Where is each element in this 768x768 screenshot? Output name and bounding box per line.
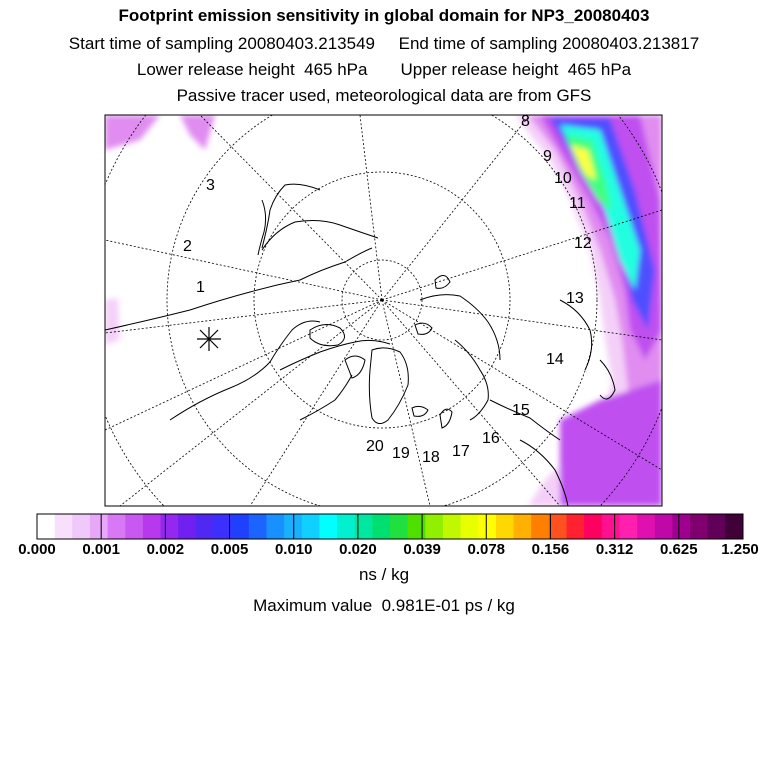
colorbar-cell: [725, 514, 743, 539]
traj-label-17: 17: [452, 443, 470, 460]
traj-label-3: 3: [206, 177, 215, 194]
colorbar-cell: [319, 514, 337, 539]
traj-label-14: 14: [546, 351, 564, 368]
colorbar-cell: [637, 514, 655, 539]
colorbar-cell: [55, 514, 73, 539]
colorbar-cell: [249, 514, 267, 539]
colorbar-tick-label: 0.005: [210, 541, 249, 558]
traj-label-20: 20: [366, 438, 384, 455]
colorbar-cell: [390, 514, 408, 539]
colorbar-cell: [231, 514, 249, 539]
colorbar-labels: [18, 541, 759, 558]
colorbar-cell: [161, 514, 179, 539]
colorbar-tick-label: 0.078: [467, 541, 506, 558]
colorbar-cell: [478, 514, 496, 539]
traj-label-8: 8: [521, 113, 530, 130]
colorbar-tick-label: 0.002: [146, 541, 185, 558]
colorbar-tick-label: 0.001: [82, 541, 120, 558]
colorbar-cell: [567, 514, 585, 539]
traj-label-9: 9: [543, 148, 552, 165]
colorbar-cells: [37, 514, 744, 539]
colorbar-cell: [90, 514, 108, 539]
colorbar-cell: [372, 514, 390, 539]
colorbar-tick-label: 0.625: [660, 541, 698, 558]
colorbar-cell: [514, 514, 532, 539]
sampling-times: Start time of sampling 20080403.213549 End time of sampling 20080403.213817: [68, 34, 700, 53]
maximum-value: Maximum value 0.981E-01 ps / kg: [253, 596, 515, 615]
release-heights: Lower release height 465 hPa Upper release height 465 hPa: [136, 60, 632, 79]
colorbar-cell: [108, 514, 126, 539]
traj-label-10: 10: [554, 170, 572, 187]
colorbar-cell: [425, 514, 443, 539]
colorbar-cell: [72, 514, 90, 539]
colorbar-tick-label: 1.250: [721, 541, 759, 558]
colorbar-cell: [266, 514, 284, 539]
colorbar-cell: [584, 514, 602, 539]
colorbar-unit: ns / kg: [358, 565, 410, 584]
colorbar-tick-label: 0.312: [595, 541, 634, 558]
colorbar-cell: [655, 514, 673, 539]
colorbar-cell: [443, 514, 461, 539]
colorbar-cell: [125, 514, 143, 539]
tracer-info: Passive tracer used, meteorological data are from GFS: [176, 86, 592, 105]
colorbar-cell: [408, 514, 426, 539]
colorbar-cell: [196, 514, 214, 539]
colorbar-tick-label: 0.039: [403, 541, 441, 558]
colorbar-cell: [37, 514, 55, 539]
colorbar-cell: [531, 514, 549, 539]
colorbar-cell: [214, 514, 232, 539]
colorbar-cell: [284, 514, 302, 539]
traj-label-13: 13: [566, 290, 584, 307]
traj-label-1: 1: [196, 279, 205, 296]
traj-label-15: 15: [512, 402, 530, 419]
traj-label-18: 18: [422, 449, 440, 466]
map-title: Footprint emission sensitivity in global domain for NP3_20080403: [118, 6, 650, 25]
traj-label-12: 12: [574, 235, 592, 252]
colorbar-cell: [708, 514, 726, 539]
traj-label-2: 2: [183, 238, 192, 255]
colorbar-tick-label: 0.000: [18, 541, 56, 558]
colorbar-cell: [549, 514, 567, 539]
colorbar-cell: [143, 514, 161, 539]
colorbar-cell: [337, 514, 355, 539]
colorbar-tick-label: 0.156: [531, 541, 570, 558]
colorbar-cell: [302, 514, 320, 539]
colorbar-cell: [672, 514, 690, 539]
colorbar-cell: [461, 514, 479, 539]
colorbar-cell: [619, 514, 637, 539]
traj-label-11: 11: [569, 195, 586, 212]
colorbar-tick-label: 0.020: [339, 541, 377, 558]
colorbar-cell: [178, 514, 196, 539]
traj-label-19: 19: [392, 445, 410, 462]
colorbar-cell: [602, 514, 620, 539]
traj-label-16: 16: [482, 430, 500, 447]
colorbar-cell: [690, 514, 708, 539]
colorbar-cell: [496, 514, 514, 539]
colorbar-tick-label: 0.010: [274, 541, 313, 558]
